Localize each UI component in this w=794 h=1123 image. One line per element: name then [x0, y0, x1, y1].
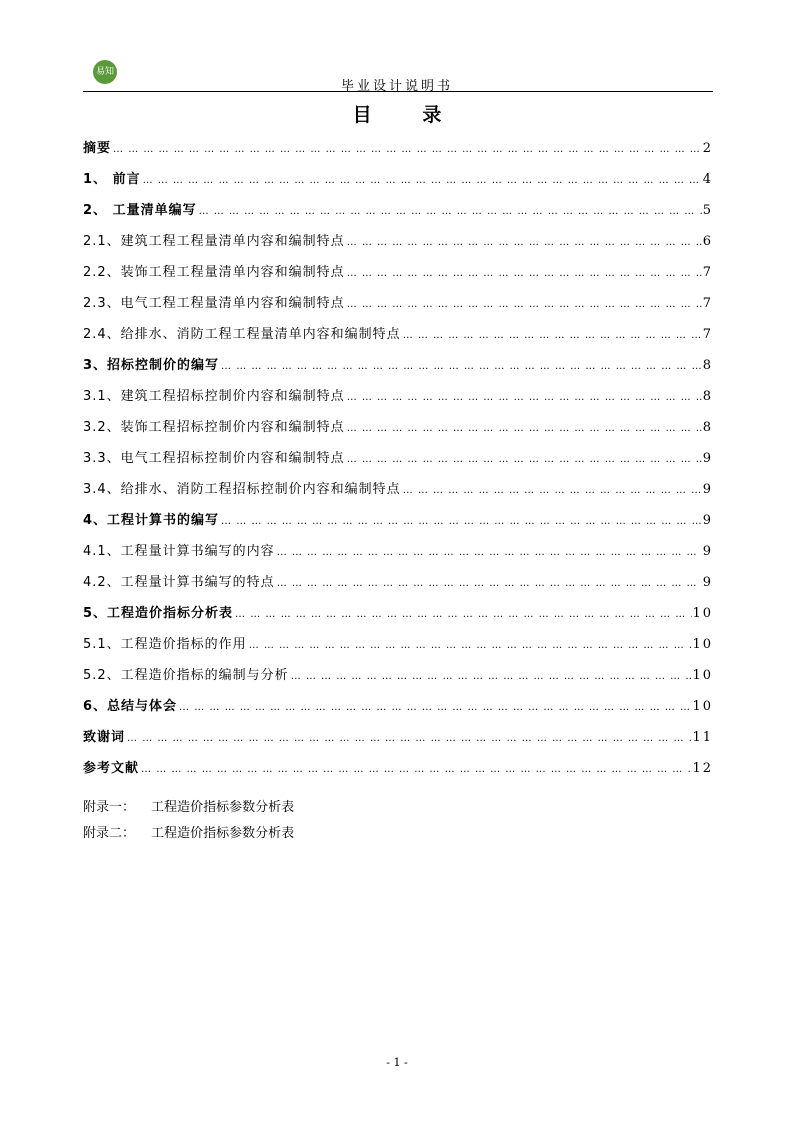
toc-entry-label: 3.3、电气工程招标控制价内容和编制特点	[83, 451, 345, 466]
toc-entry-page: 8	[702, 420, 713, 435]
toc-entry[interactable]	[83, 696, 713, 727]
toc-entry[interactable]	[83, 324, 713, 355]
toc-leader-dots	[275, 573, 703, 595]
toc-entry-label: 1、 前言	[83, 172, 141, 187]
toc-leader-dots	[345, 449, 703, 471]
toc-entry-label: 4.1、工程量计算书编写的内容	[83, 544, 275, 559]
toc-entry[interactable]	[83, 417, 713, 448]
toc-entry-label: 6、总结与体会	[83, 699, 178, 714]
school-logo: 易知	[93, 60, 117, 84]
toc-leader-dots	[139, 759, 692, 781]
toc-entry[interactable]	[83, 355, 713, 386]
toc-entry[interactable]	[83, 758, 713, 789]
toc-entry[interactable]	[83, 634, 713, 665]
toc-entry-label: 4、工程计算书的编写	[83, 513, 220, 528]
toc-entry[interactable]	[83, 448, 713, 479]
toc-entry-label: 致谢词	[83, 730, 126, 745]
toc-entry-label: 2.2、装饰工程工程量清单内容和编制特点	[83, 265, 345, 280]
toc-entry[interactable]	[83, 262, 713, 293]
toc-entry[interactable]	[83, 386, 713, 417]
toc-entry-page: 8	[702, 389, 713, 404]
appendix-label: 附录二：	[83, 826, 136, 841]
toc-entry[interactable]	[83, 727, 713, 758]
toc-entry-label: 2.1、建筑工程工程量清单内容和编制特点	[83, 234, 345, 249]
toc-entry-label: 2.4、给排水、消防工程工程量清单内容和编制特点	[83, 327, 401, 342]
toc-entry-label: 4.2、工程量计算书编写的特点	[83, 575, 275, 590]
header-rule	[83, 91, 713, 92]
toc-entry[interactable]	[83, 231, 713, 262]
toc-leader-dots	[275, 542, 703, 564]
toc-leader-dots	[141, 170, 703, 192]
toc-entry-page: 11	[692, 730, 713, 745]
toc-entry[interactable]	[83, 169, 713, 200]
toc-entry[interactable]	[83, 293, 713, 324]
appendix-title: 工程造价指标参数分析表	[151, 800, 295, 815]
toc-leader-dots	[401, 325, 703, 347]
toc-leader-dots	[111, 139, 703, 161]
toc-leader-dots	[247, 635, 693, 657]
toc-entry-page: 7	[702, 296, 713, 311]
toc-leader-dots	[197, 201, 703, 223]
toc-entry-label: 摘要	[83, 141, 112, 156]
toc-entry-page: 5	[702, 203, 713, 218]
toc-entry[interactable]	[83, 138, 713, 169]
toc-entry-label: 5、工程造价指标分析表	[83, 606, 234, 621]
page-number: - 1 -	[386, 1056, 408, 1069]
header-title: 毕业设计说明书	[340, 79, 453, 94]
toc-entry[interactable]	[83, 572, 713, 603]
appendix-2	[83, 822, 294, 841]
toc-entry-page: 9	[702, 482, 713, 497]
toc-leader-dots	[219, 511, 703, 533]
toc-entry-page: 10	[692, 606, 713, 621]
toc-entry-page: 7	[702, 265, 713, 280]
appendix-label: 附录一：	[83, 800, 136, 815]
toc-entry-page: 2	[702, 141, 713, 156]
toc-entry-label: 3.4、给排水、消防工程招标控制价内容和编制特点	[83, 482, 401, 497]
toc-entry-page: 8	[702, 358, 713, 373]
toc-entry[interactable]	[83, 665, 713, 696]
toc-leader-dots	[401, 480, 703, 502]
toc-entry-page: 6	[702, 234, 713, 249]
toc-entry[interactable]	[83, 510, 713, 541]
toc-leader-dots	[289, 666, 693, 688]
toc-leader-dots	[345, 232, 703, 254]
toc-entry-page: 9	[702, 451, 713, 466]
toc-leader-dots	[345, 387, 703, 409]
toc-entry-label: 5.2、工程造价指标的编制与分析	[83, 668, 289, 683]
toc-entry[interactable]	[83, 200, 713, 231]
toc-entry-label: 5.1、工程造价指标的作用	[83, 637, 247, 652]
toc-title-char-1: 目	[352, 104, 372, 126]
toc-entry[interactable]	[83, 603, 713, 634]
toc-leader-dots	[345, 418, 703, 440]
toc-entry-page: 10	[692, 637, 713, 652]
toc-leader-dots	[125, 728, 692, 750]
toc-entry-label: 参考文献	[83, 761, 140, 776]
toc-title-char-2: 录	[422, 104, 442, 126]
toc-title	[0, 100, 794, 127]
toc-entry-label: 2.3、电气工程工程量清单内容和编制特点	[83, 296, 345, 311]
toc-leader-dots	[345, 263, 703, 285]
toc-entry[interactable]	[83, 541, 713, 572]
table-of-contents	[83, 138, 713, 789]
toc-entry-page: 10	[692, 668, 713, 683]
toc-entry-label: 2、 工量清单编写	[83, 203, 197, 218]
toc-leader-dots	[233, 604, 692, 626]
toc-entry-label: 3.2、装饰工程招标控制价内容和编制特点	[83, 420, 345, 435]
toc-entry[interactable]	[83, 479, 713, 510]
toc-entry-page: 10	[692, 699, 713, 714]
toc-leader-dots	[177, 697, 692, 719]
toc-entry-page: 9	[702, 513, 713, 528]
toc-entry-page: 4	[702, 172, 713, 187]
toc-entry-page: 7	[702, 327, 713, 342]
toc-entry-page: 9	[702, 544, 713, 559]
toc-leader-dots	[219, 356, 703, 378]
toc-entry-page: 12	[692, 761, 713, 776]
toc-entry-label: 3、招标控制价的编写	[83, 358, 220, 373]
toc-entry-page: 9	[702, 575, 713, 590]
toc-entry-label: 3.1、建筑工程招标控制价内容和编制特点	[83, 389, 345, 404]
appendix-title: 工程造价指标参数分析表	[151, 826, 295, 841]
toc-leader-dots	[345, 294, 703, 316]
appendix-1	[83, 796, 294, 815]
